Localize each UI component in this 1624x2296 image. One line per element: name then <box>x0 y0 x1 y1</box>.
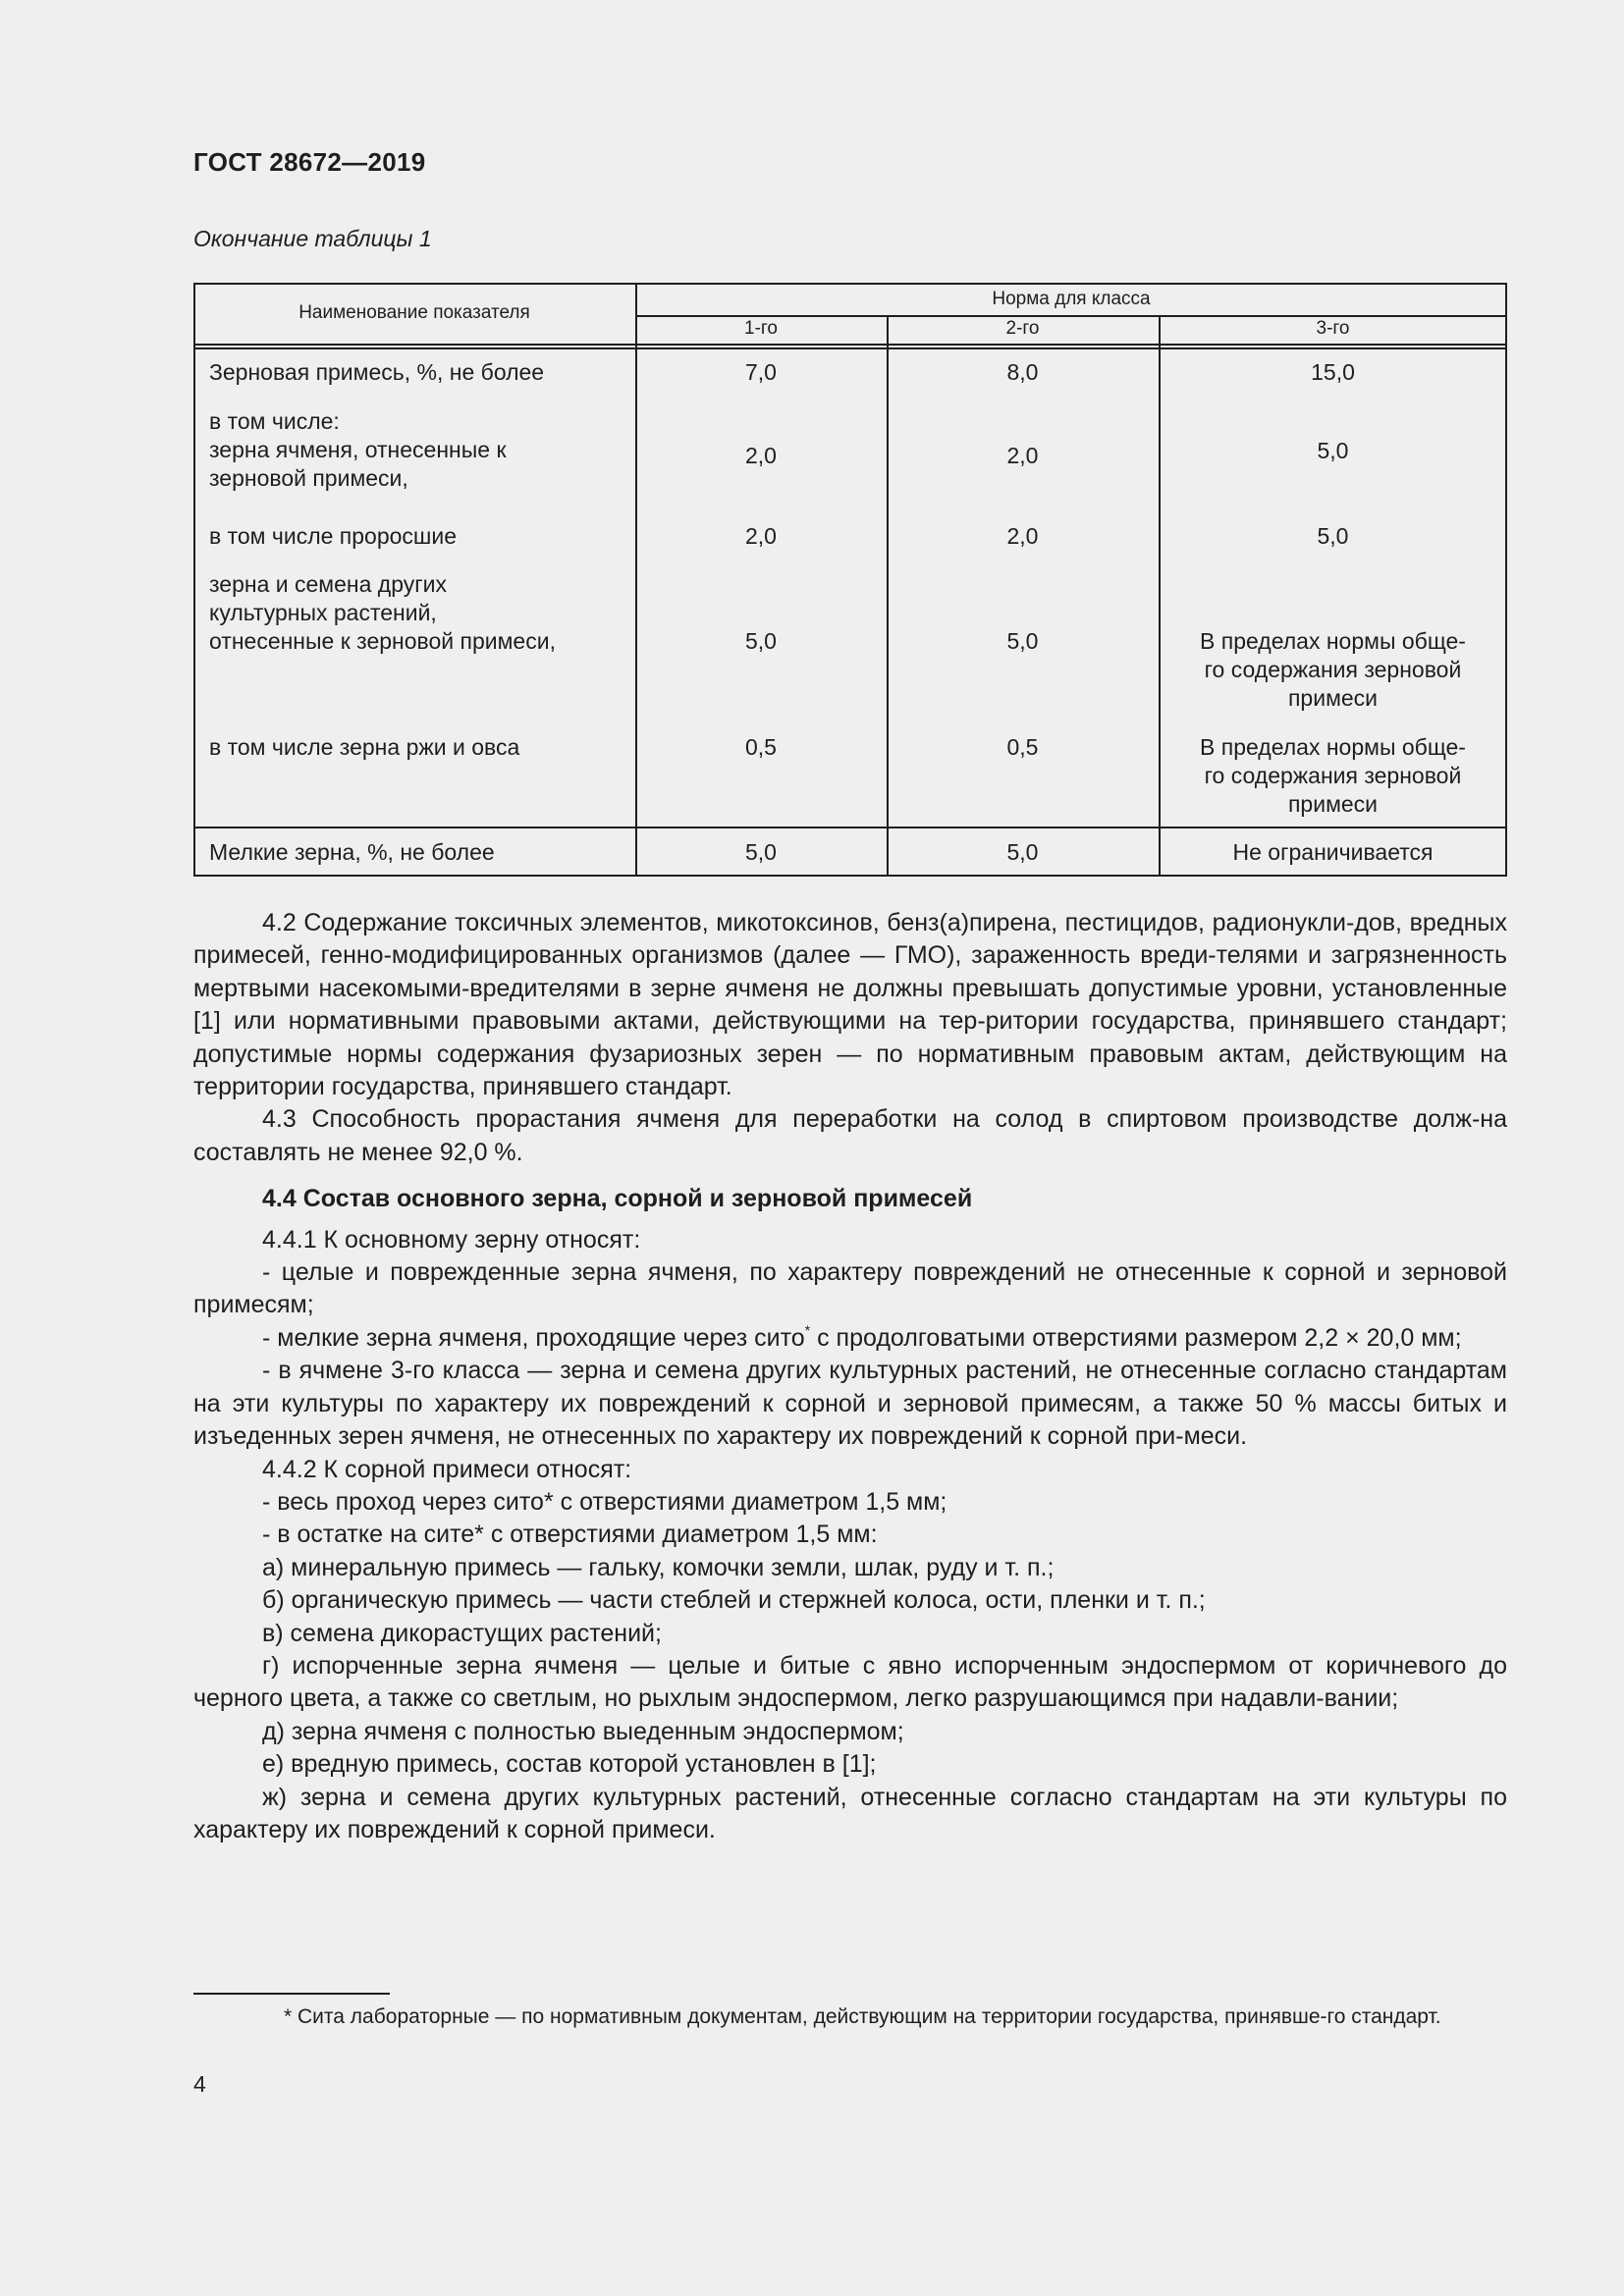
paragraph-4-4-1-item-2 <box>193 1322 1507 1355</box>
list-item-zh: ж) зерна и семена других культурных растений, отнесенные согласно стандартам на эти культуры по характеру их повреждений к сорной примеси. <box>193 1783 1507 1843</box>
row-rye-oat-class2: 0,5 <box>1006 734 1039 760</box>
paragraph-4-3: 4.3 Способность прорастания ячменя для переработки на солод в спиртовом производстве долж-на составлять не менее 92,0 %. <box>193 1105 1507 1166</box>
list-item-d: д) зерна ячменя с полностью выеденным эндоспермом; <box>262 1717 904 1745</box>
item-2-text-end: с продолговатыми отверстиями размером 2,2 × 20,0 мм; <box>810 1323 1462 1352</box>
paragraph-4-4-1: 4.4.1 К основному зерну относят: <box>262 1225 641 1254</box>
body-text <box>193 907 1507 1846</box>
page-number: 4 <box>193 2071 206 2097</box>
table-header-bottom-1 <box>193 344 1507 346</box>
row-small-grains-class1: 5,0 <box>745 839 777 865</box>
table-border-left <box>193 283 195 877</box>
row-sprouted-class1: 2,0 <box>745 523 777 549</box>
row-grain-impurity-class3: 15,0 <box>1311 359 1355 385</box>
header-norm-group: Норма для класса <box>992 289 1151 309</box>
header-class-1: 1-го <box>744 318 778 339</box>
footnote-marker: * <box>804 1321 811 1338</box>
row-sprouted-class3: 5,0 <box>1317 523 1349 549</box>
list-item-e: е) вредную примесь, состав которой установлен в [1]; <box>262 1750 877 1779</box>
norms-table <box>193 283 1507 878</box>
table-border-top <box>193 283 1507 285</box>
row-other-crops-class3-2: го содержания зерновой <box>1204 657 1462 682</box>
row-other-crops-class2: 5,0 <box>1006 628 1039 654</box>
row-barley-grains-name-1: в том числе: <box>209 408 340 434</box>
row-barley-grains-class1: 2,0 <box>745 443 777 468</box>
row-grain-impurity-class1: 7,0 <box>745 359 777 385</box>
row-grain-impurity-class2: 8,0 <box>1006 359 1039 385</box>
section-heading-4-4: 4.4 Состав основного зерна, сорной и зерновой примесей <box>262 1185 973 1213</box>
footnote: * Сита лабораторные — по нормативным документам, действующим на территории государства, принявше-го стандарт. <box>284 2005 1441 2028</box>
row-other-crops-class1: 5,0 <box>745 628 777 654</box>
paragraph-4-2: 4.2 Содержание токсичных элементов, микотоксинов, бенз(а)пирена, пестицидов, радионукли-дов, вредных примесей, генно-модифицированных организмов (далее — ГМО), зараженность вреди-телями и загрязненность мертвыми насекомыми-вредителями в зерне ячменя не должны превышать допустимые уровни, установленные [1] или нормативными правовыми актами, действующими на тер-ритории государства, принявшего стандарт; допустимые нормы содержания фузариозных зерен — по нормативным правовым актам, действующим на территории государства, принявшего стандарт. <box>193 909 1507 1101</box>
row-barley-grains-name-2: зерна ячменя, отнесенные к <box>209 437 507 462</box>
row-other-crops-class3-1: В пределах нормы обще- <box>1200 628 1466 654</box>
row-grain-impurity-name: Зерновая примесь, %, не более <box>209 359 545 385</box>
table-border-bottom <box>193 875 1507 877</box>
row-other-crops-name-3: отнесенные к зерновой примеси, <box>209 628 556 654</box>
list-item-a: а) минеральную примесь — гальку, комочки земли, шлак, руду и т. п.; <box>262 1553 1055 1581</box>
paragraph-4-4-2-item-1: - весь проход через сито* с отверстиями диаметром 1,5 мм; <box>262 1487 947 1516</box>
row-barley-grains-class2: 2,0 <box>1006 443 1039 468</box>
header-class-2: 2-го <box>1005 318 1040 339</box>
paragraph-4-4-2: 4.4.2 К сорной примеси относят: <box>262 1455 632 1483</box>
table-col-divider-2 <box>887 315 889 877</box>
standard-designation: ГОСТ 28672—2019 <box>193 147 426 177</box>
row-other-crops-class3-3: примеси <box>1287 685 1379 711</box>
row-other-crops-name-1: зерна и семена других <box>209 571 447 597</box>
header-indicator-name: Наименование показателя <box>298 302 530 323</box>
list-item-v: в) семена дикорастущих растений; <box>262 1619 662 1647</box>
row-sprouted-name: в том числе проросшие <box>209 523 458 549</box>
row-rye-oat-class3-3: примеси <box>1287 791 1379 817</box>
footnote-separator <box>193 1993 390 1995</box>
table-caption: Окончание таблицы 1 <box>193 226 432 251</box>
list-item-g: г) испорченные зерна ячменя — целые и битые с явно испорченным эндоспермом от коричневого до черного цвета, а также со светлым, но рыхлым эндоспермом, легко разрушающимся при надавли-вании; <box>193 1651 1507 1713</box>
table-header-bottom-2 <box>193 347 1507 349</box>
paragraph-4-4-1-item-1: - целые и поврежденные зерна ячменя, по характеру повреждений не отнесенные к сорной и зерновой примесям; <box>193 1258 1507 1319</box>
row-rye-oat-class1: 0,5 <box>745 734 777 760</box>
item-2-text-start: - мелкие зерна ячменя, проходящие через сито <box>262 1323 805 1352</box>
table-row-divider <box>193 827 1507 828</box>
row-other-crops-name-2: культурных растений, <box>209 600 437 625</box>
table-header-divider <box>635 315 1507 317</box>
row-small-grains-class2: 5,0 <box>1006 839 1039 865</box>
row-rye-oat-class3-2: го содержания зерновой <box>1204 763 1462 788</box>
row-small-grains-name: Мелкие зерна, %, не более <box>209 839 495 865</box>
row-small-grains-class3: Не ограничивается <box>1232 839 1434 865</box>
row-sprouted-class2: 2,0 <box>1006 523 1039 549</box>
list-item-b: б) органическую примесь — части стеблей и стержней колоса, ости, пленки и т. п.; <box>262 1586 1206 1615</box>
paragraph-4-4-1-item-3: - в ячмене 3-го класса — зерна и семена других культурных растений, не отнесенные согласно стандартам на эти культуры по характеру их повреждений к сорной и зерновой примесям, а также 50 % массы битых и изъеденных зерен ячменя, не отнесенных по характеру их повреждений к сорной при-меси. <box>193 1357 1507 1451</box>
row-rye-oat-name: в том числе зерна ржи и овса <box>209 734 520 760</box>
row-rye-oat-class3-1: В пределах нормы обще- <box>1200 734 1466 760</box>
header-class-3: 3-го <box>1316 318 1350 339</box>
paragraph-4-4-2-item-2: - в остатке на сите* с отверстиями диаметром 1,5 мм: <box>262 1521 878 1549</box>
row-barley-grains-name-3: зерновой примеси, <box>209 465 408 491</box>
row-barley-grains-class3: 5,0 <box>1317 438 1349 463</box>
